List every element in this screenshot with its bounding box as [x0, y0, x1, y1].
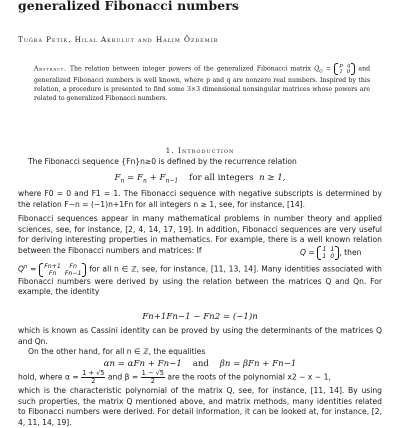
paper-authors: Tuğba Petik, Hilal Akbulut and Halim Özdemir [18, 35, 219, 44]
roots-and-beta: and β = [107, 372, 139, 382]
abstract-q-subscript: G [319, 69, 323, 75]
roots-hold: hold, where α = [18, 372, 79, 382]
q-matrix [317, 246, 339, 260]
q-matrix-cell: 0 [330, 252, 335, 260]
paragraph-characteristic: which is the characteristic polynomial of the matrix Q, see, for instance, [11, 14]. By using such properties, the matrix Q mentioned above, and matrix methods, many identities related to Fibonacci numbers were derived. For detail information, it can be looked at, for instance, [2, 4, 11, 14, 19]. [18, 386, 382, 427]
qn-matrix-cell: Fn−1 [64, 269, 82, 277]
eq3-and: and [192, 359, 209, 369]
paragraph-equalities: On the other hand, for all n ∈ ℤ, the equalities [28, 347, 206, 356]
equation-powers [0, 359, 400, 369]
beta-numerator: 1 − √5 [141, 369, 164, 377]
q-definition-symbol: Q [300, 248, 306, 257]
abstract-matrix-cell: p [339, 63, 343, 69]
eq1-condition: for all integers [189, 173, 254, 183]
alpha-fraction [81, 370, 105, 385]
section-heading: 1. Introduction [165, 146, 235, 155]
abstract-text-a: The relation between integer powers of the generalized Fibonacci matrix [69, 65, 311, 73]
eq1-rhs: = F [124, 173, 143, 183]
equation-recurrence: $F_n = F_n + F_{n-1}$ for all integers n ≥ 1, [114, 173, 286, 185]
qn-matrix-cell: Fn [48, 269, 57, 277]
qn-matrix-cell: Fn [69, 262, 77, 270]
eq1-plus: + F [146, 173, 166, 183]
abstract-matrix-cell: 0 [346, 69, 351, 75]
abstract-matrix-cell: q [346, 63, 351, 69]
eq1-lhs: F [114, 173, 121, 183]
abstract-q-symbol: Q [314, 65, 320, 73]
q-definition-then: , then [339, 248, 362, 257]
q-matrix-cell: 1 [322, 245, 327, 253]
qn-superscript: n [23, 264, 28, 270]
qn-matrix [39, 263, 86, 277]
alpha-denominator: 2 [91, 377, 96, 385]
equation-cassini: Fn+1Fn−1 − Fn2 = (−1)n [142, 312, 258, 322]
roots-rest: are the roots of the polynomial x2 − x − 1, [167, 372, 331, 382]
qn-matrix-cell: Fn+1 [44, 262, 61, 270]
q-matrix-cell: 1 [330, 245, 335, 253]
beta-fraction [141, 370, 165, 385]
abstract-matrix [334, 63, 355, 75]
eq1-n-geq: n ≥ 1, [259, 173, 286, 183]
abstract [34, 63, 370, 103]
qn-equals: = [27, 264, 40, 274]
abstract-heading: Abstract. [34, 65, 67, 73]
paragraph-initial-values: where F0 = 0 and F1 = 1. The Fibonacci sequence with negative subscripts is determined by the relation F−n = (−1)n+1Fn for all integers n ≥ 1, see, for instance, [14]. [18, 189, 382, 209]
paragraph-applications: Fibonacci sequences appear in many mathematical problems in number theory and applied sciences, see, for instance, [2, 4, 14, 17, 19]. In addition, Fibonacci sequences are very useful for deriving interesting properties in mathematics. For example, there is a well known relation between the Fibonacci numbers and matrices: If [18, 214, 382, 255]
abstract-text-b: and generalized Fibonacci numbers is well known, where p and q are nonzero real numbers. Inspired by this relation, a procedure is presented to find some 3×3 dimensional nonsingular matrices whose powers are related to generalized Fibonacci numbers. [34, 65, 371, 102]
eq3-right: βn = βFn + Fn−1 [219, 359, 297, 369]
q-definition-equals: = [305, 248, 318, 257]
beta-denominator: 2 [150, 377, 155, 385]
q-matrix-cell: 1 [322, 252, 327, 260]
q-definition [300, 246, 382, 260]
abstract-q-equals: = [325, 65, 332, 73]
alpha-numerator: 1 + √5 [82, 369, 105, 377]
paragraph-cassini: which is known as Cassini identity can be proved by using the determinants of the matrices Q and Qn. [18, 326, 382, 346]
qn-symbol: Q [18, 264, 24, 274]
abstract-matrix-cell: 1 [339, 69, 343, 75]
paper-title: generalized Fibonacci numbers [18, 0, 239, 13]
qn-text: for all n ∈ ℤ, see, for instance, [11, 13, 14]. Many identities associated with Fibonacci numbers were derived by using the relation between the matrices Q and Qn. For example, the identity [18, 264, 382, 297]
paragraph-roots [18, 370, 382, 385]
paragraph-intro: The Fibonacci sequence {Fn}n≥0 is defined by the recurrence relation [28, 157, 297, 166]
qn-paragraph [18, 262, 382, 298]
eq3-left: αn = αFn + Fn−1 [103, 359, 182, 369]
